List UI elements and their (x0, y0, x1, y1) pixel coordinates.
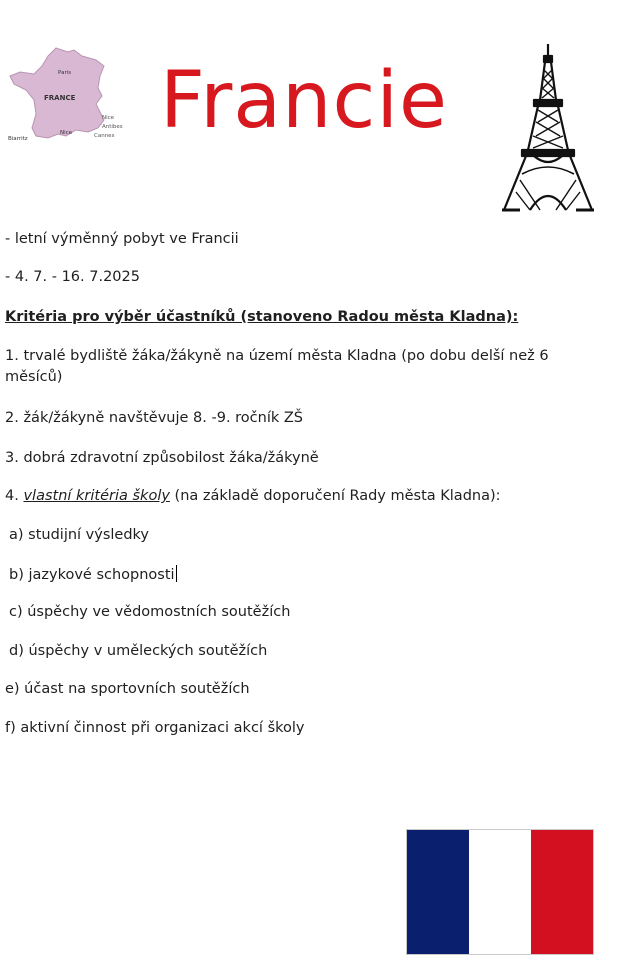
flag-stripe-blue (407, 830, 469, 954)
sub-item-d: d) úspěchy v uměleckých soutěžích (9, 643, 268, 659)
map-city-label: Antibes (102, 124, 123, 130)
eiffel-tower-icon (500, 42, 596, 214)
criteria-item-3: 3. dobrá zdravotní způsobilost žáka/žákyně (5, 450, 319, 466)
map-city-label: Paris (58, 70, 72, 76)
map-city-label: Cannes (94, 133, 115, 139)
flag-stripe-white (469, 830, 531, 954)
france-map-shape (10, 48, 104, 138)
text-line: - letní výměnný pobyt ve Francii (5, 231, 239, 247)
french-flag-icon (406, 829, 594, 955)
criteria-item-1: 1. trvalé bydliště žáka/žákyně na území města Kladna (po dobu delší než 6 měsíců) (5, 348, 549, 385)
criteria-item-4-prefix: 4. (5, 488, 24, 504)
sub-item-b-row (9, 565, 177, 584)
criteria-item-4-emphasis: vlastní kritéria školy (23, 488, 170, 504)
map-city-label: Nice (60, 130, 73, 136)
sub-item-a: a) studijní výsledky (9, 527, 150, 543)
france-map-icon (8, 44, 130, 144)
criteria-item-4 (5, 487, 501, 505)
criteria-item-4-suffix: (na základě doporučení Rady města Kladna): (169, 488, 501, 504)
criteria-heading: Kritéria pro výběr účastníků (stanoveno Radou města Kladna): (5, 309, 519, 325)
sub-item-c: c) úspěchy ve vědomostních soutěžích (9, 604, 291, 620)
flag-stripe-red (531, 830, 593, 954)
map-city-label: Nice (102, 115, 115, 121)
sub-item-e: e) účast na sportovních soutěžích (5, 681, 250, 697)
map-country-label: FRANCE (44, 94, 76, 102)
criteria-item-2: 2. žák/žákyně navštěvuje 8. -9. ročník ZŠ (5, 410, 304, 426)
date-line: - 4. 7. - 16. 7.2025 (5, 269, 140, 285)
text-caret (176, 565, 177, 582)
sub-item-b: b) jazykové schopnosti (9, 567, 175, 583)
sub-item-f: f) aktivní činnost při organizaci akcí školy (5, 720, 305, 736)
map-city-label: Biarritz (8, 136, 28, 142)
page-title: Francie (160, 56, 449, 146)
